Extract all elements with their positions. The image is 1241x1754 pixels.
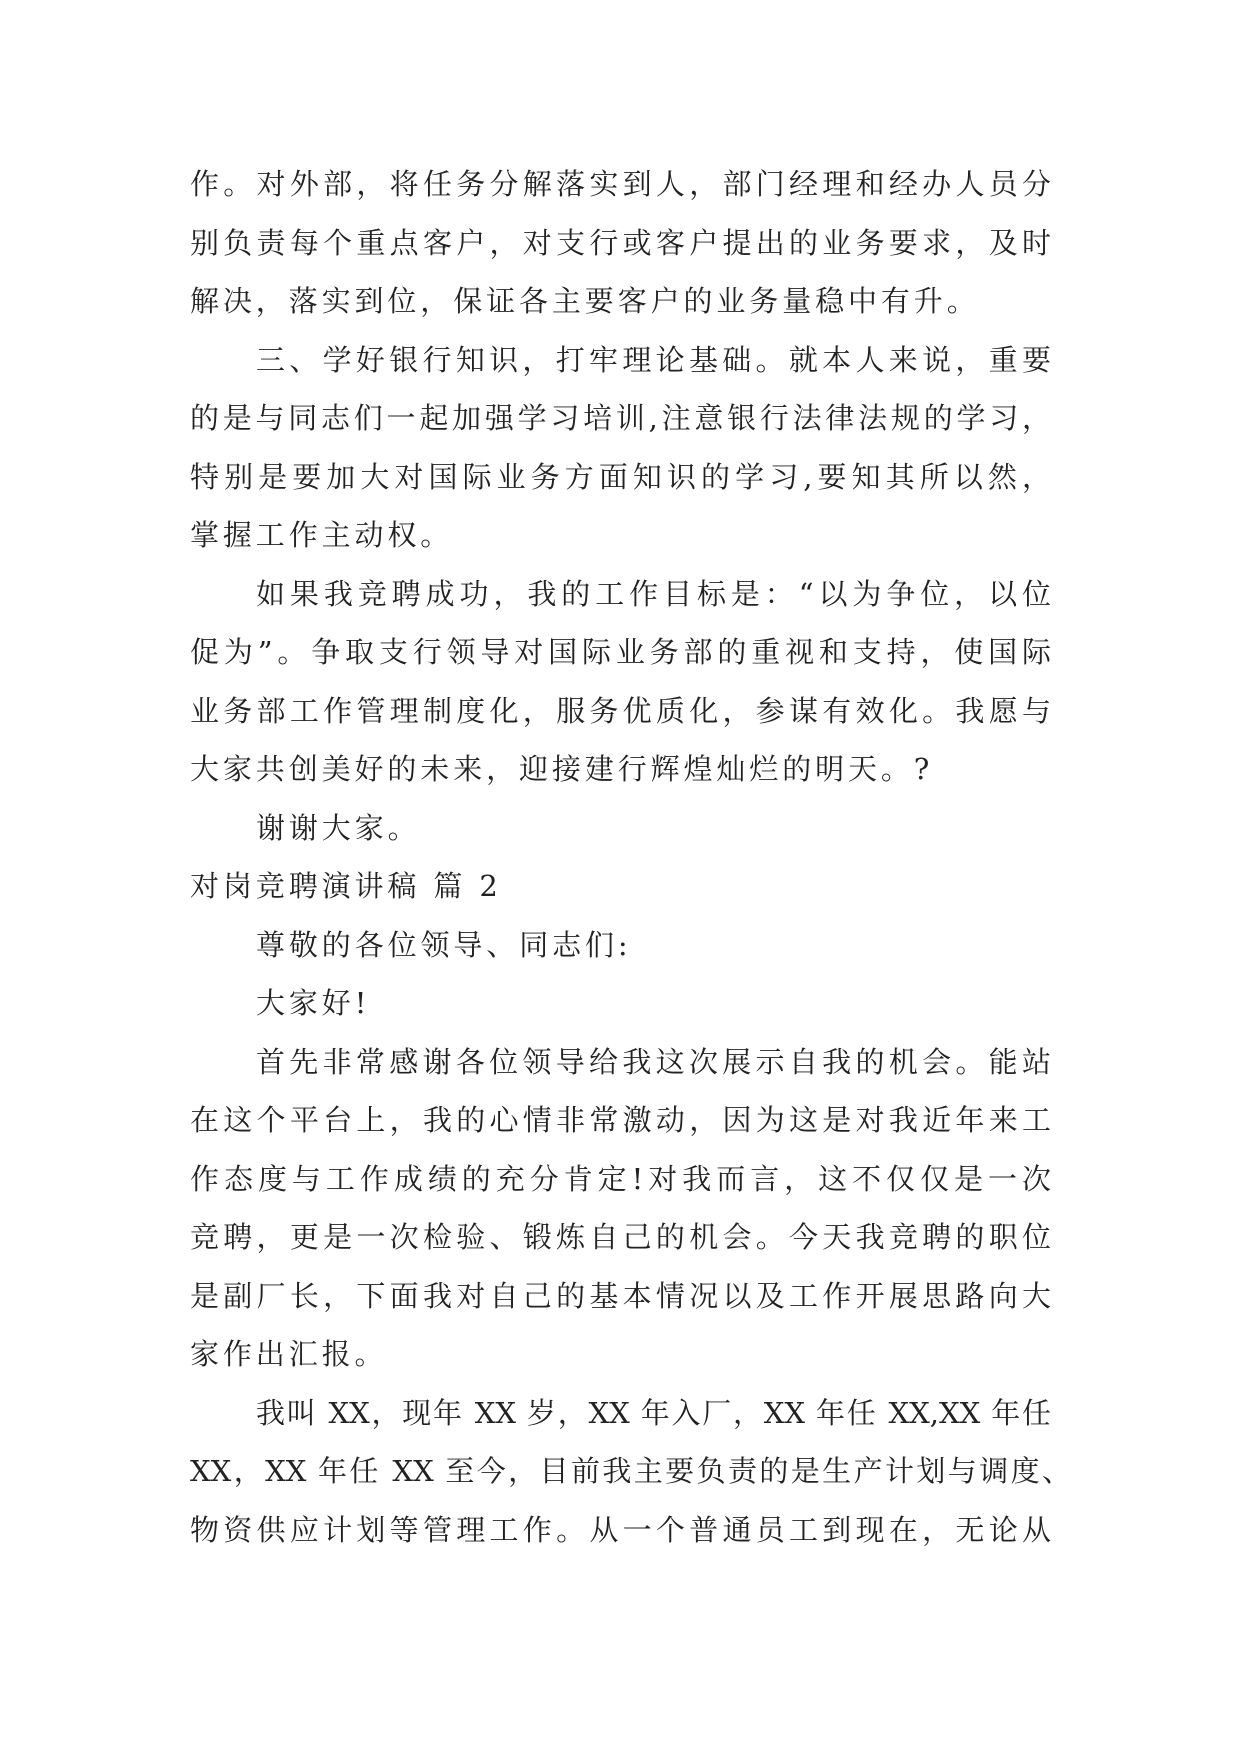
paragraph — [190, 1384, 1071, 1560]
text-line: 竞聘，更是一次检验、锻炼自己的机会。今天我竞聘的职位 — [190, 1220, 1051, 1254]
paragraph — [190, 799, 1051, 858]
paragraph — [190, 1033, 1051, 1384]
text-line: 特别是要加大对国际业务方面知识的学习,要知其所以然， — [190, 459, 1051, 494]
text-line: 大家好! — [256, 986, 371, 1020]
text-line: 家作出汇报。 — [190, 1337, 388, 1371]
text-line: 作。对外部，将任务分解落实到人，部门经理和经办人员分 — [190, 167, 1051, 201]
text-line: 我叫 XX，现年 XX 岁，XX 年入厂，XX 年任 XX,XX 年任 — [256, 1395, 1051, 1430]
text-line: 掌握工作主动权。 — [190, 518, 454, 552]
text-line: 是副厂长，下面我对自己的基本情况以及工作开展思路向大 — [190, 1278, 1051, 1313]
paragraph — [190, 565, 1051, 799]
document-body — [190, 155, 1071, 1559]
text-line: 作态度与工作成绩的充分肯定!对我而言，这不仅仅是一次 — [190, 1161, 1051, 1196]
text-line: 在这个平台上，我的心情非常激动，因为这是对我近年来工 — [190, 1103, 1051, 1137]
text-line: 三、学好银行知识，打牢理论基础。就本人来说，重要 — [256, 342, 1051, 377]
paragraph-greeting — [190, 974, 1051, 1033]
text-line: 首先非常感谢各位领导给我这次展示自我的机会。能站 — [256, 1044, 1051, 1079]
text-line: XX，XX 年任 XX 至今，目前我主要负责的是生产计划与调度、 — [190, 1454, 1071, 1488]
paragraph — [190, 331, 1051, 565]
paragraph-continued — [190, 155, 1051, 331]
text-line: 别负责每个重点客户，对支行或客户提出的业务要求，及时 — [190, 225, 1051, 260]
text-line: 解决，落实到位，保证各主要客户的业务量稳中有升。 — [190, 284, 980, 318]
text-line: 物资供应计划等管理工作。从一个普通员工到现在，无论从 — [190, 1512, 1051, 1547]
text-line: 谢谢大家。 — [256, 810, 421, 845]
section-heading: 对岗竞聘演讲稿 篇 2 — [190, 869, 502, 903]
text-line: 大家共创美好的未来，迎接建行辉煌灿烂的明天。? — [190, 752, 934, 786]
paragraph-salutation — [190, 916, 1051, 975]
text-line: 的是与同志们一起加强学习培训,注意银行法律法规的学习， — [190, 401, 1051, 435]
text-line: 促为”。争取支行领导对国际业务部的重视和支持，使国际 — [190, 635, 1051, 669]
text-line: 业务部工作管理制度化，服务优质化，参谋有效化。我愿与 — [190, 693, 1051, 728]
text-line: 如果我竞聘成功，我的工作目标是：“以为争位，以位 — [256, 576, 1051, 611]
text-line: 尊敬的各位领导、同志们: — [256, 927, 632, 962]
